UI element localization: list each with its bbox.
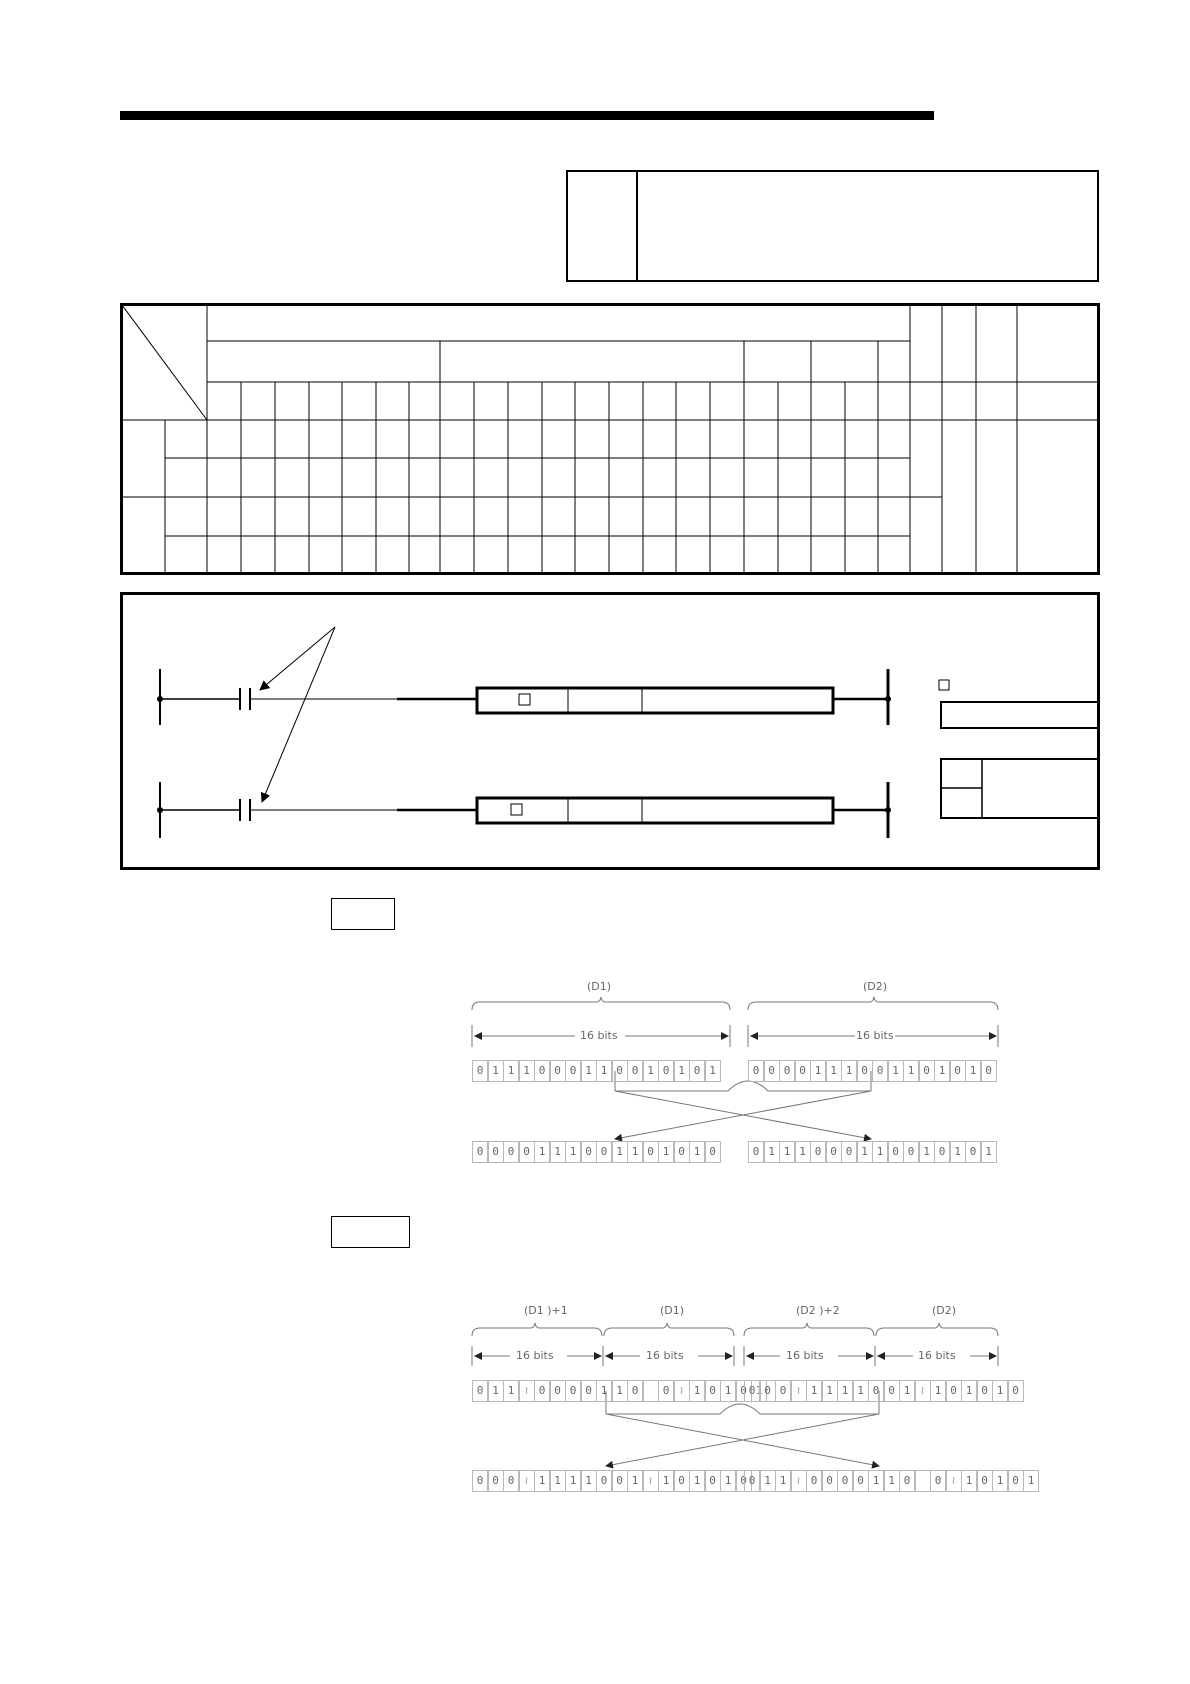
bit-cell: 1 xyxy=(822,1380,838,1402)
info-box-divider xyxy=(636,172,638,280)
bit-cell: 0 xyxy=(779,1060,795,1082)
bit-cell: 0 xyxy=(736,1380,752,1402)
bit-cell: 1 xyxy=(720,1380,736,1402)
bit-cell: 0 xyxy=(627,1380,643,1402)
bit-cell: 0 xyxy=(565,1060,581,1082)
swap16-label-d1: (D1) xyxy=(587,980,612,993)
bit-cell: 0 xyxy=(503,1470,519,1492)
bit-cell: 0 xyxy=(965,1141,981,1163)
bit-cell: 0 xyxy=(627,1060,643,1082)
bit-cell: 0 xyxy=(581,1380,597,1402)
bit-break: ≀ xyxy=(674,1380,690,1402)
swap32-diagram xyxy=(470,1298,1035,1518)
bit-cell: 1 xyxy=(488,1380,504,1402)
bit-cell: 0 xyxy=(884,1380,900,1402)
bit-cell: 0 xyxy=(981,1060,997,1082)
bit-cell: 0 xyxy=(744,1470,760,1492)
bit-cell: 1 xyxy=(992,1380,1008,1402)
bit-cell: 1 xyxy=(965,1060,981,1082)
bit-cell: 0 xyxy=(643,1141,659,1163)
bit-cell: 1 xyxy=(760,1470,776,1492)
bit-cell: 0 xyxy=(658,1380,674,1402)
bit-break: ≀ xyxy=(946,1470,962,1492)
bit-cell: 0 xyxy=(674,1470,690,1492)
bit-cell: 0 xyxy=(775,1380,791,1402)
bit-cell: 1 xyxy=(565,1141,581,1163)
bit-cell: 1 xyxy=(612,1141,628,1163)
device-table-grid xyxy=(120,303,1100,575)
swap32-width-1: 16 bits xyxy=(516,1349,554,1362)
bit-cell: 0 xyxy=(472,1141,488,1163)
swap16-width-left: 16 bits xyxy=(580,1029,618,1042)
bit-cell: 0 xyxy=(705,1380,721,1402)
bit-cell: 0 xyxy=(760,1380,776,1402)
bit-cell: 0 xyxy=(748,1060,764,1082)
bit-cell: 1 xyxy=(534,1470,550,1492)
swap32-width-4: 16 bits xyxy=(918,1349,956,1362)
bit-cell: 1 xyxy=(775,1470,791,1492)
bit-cell: 0 xyxy=(764,1060,780,1082)
bit-cell: 1 xyxy=(857,1141,873,1163)
bit-break: ≀ xyxy=(643,1470,659,1492)
bit-cell: 1 xyxy=(981,1141,997,1163)
bit-cell: 1 xyxy=(519,1060,535,1082)
bit-cell: 0 xyxy=(822,1470,838,1492)
bit-cell: 1 xyxy=(779,1141,795,1163)
bit-cell: 0 xyxy=(977,1380,993,1402)
bit-break: ≀ xyxy=(791,1470,807,1492)
bit-cell: 0 xyxy=(534,1060,550,1082)
bit-cell: 0 xyxy=(837,1470,853,1492)
bit-cell: 0 xyxy=(872,1060,888,1082)
bit-cell: 0 xyxy=(581,1141,597,1163)
bit-cell: 1 xyxy=(503,1060,519,1082)
bit-cell: 1 xyxy=(853,1380,869,1402)
bit-cell: 0 xyxy=(950,1060,966,1082)
bit-cell: 0 xyxy=(826,1141,842,1163)
swap16-label-d2: (D2) xyxy=(863,980,888,993)
bit-cell: 1 xyxy=(884,1470,900,1492)
bit-cell: 0 xyxy=(612,1060,628,1082)
bit-cell: 1 xyxy=(992,1470,1008,1492)
bit-cell: 1 xyxy=(899,1380,915,1402)
bit-break: ≀ xyxy=(519,1380,535,1402)
bit-cell: 0 xyxy=(596,1470,612,1492)
bit-cell: 0 xyxy=(903,1141,919,1163)
header-rule xyxy=(120,111,934,120)
swap32-label-d1: (D1) xyxy=(660,1304,685,1317)
bit-cell: 1 xyxy=(550,1141,566,1163)
bit-cell: 1 xyxy=(581,1470,597,1492)
bit-cell: 1 xyxy=(841,1060,857,1082)
bit-cell: 0 xyxy=(899,1470,915,1492)
bit-cell: 1 xyxy=(488,1060,504,1082)
bit-cell: 1 xyxy=(961,1470,977,1492)
bit-cell: 0 xyxy=(736,1470,752,1492)
bit-cell: 1 xyxy=(934,1060,950,1082)
bit-cell: 1 xyxy=(888,1060,904,1082)
bit-cell: 1 xyxy=(872,1141,888,1163)
bit-cell: 1 xyxy=(961,1380,977,1402)
bit-cell: 1 xyxy=(674,1060,690,1082)
bit-cell: 0 xyxy=(488,1470,504,1492)
swap32-label-d1-high: (D1 )+1 xyxy=(524,1304,568,1317)
swap32-label-d2: (D2) xyxy=(932,1304,957,1317)
bit-cell: 1 xyxy=(810,1060,826,1082)
ladder-diagram xyxy=(120,592,1100,870)
bit-cell: 1 xyxy=(565,1470,581,1492)
bit-cell: 1 xyxy=(689,1141,705,1163)
bit-cell: 0 xyxy=(806,1470,822,1492)
bit-cell: 1 xyxy=(764,1141,780,1163)
bit-cell: 1 xyxy=(643,1060,659,1082)
bit-cell: 0 xyxy=(705,1470,721,1492)
bit-cell: 0 xyxy=(550,1380,566,1402)
bit-cell: 1 xyxy=(705,1060,721,1082)
bit-cell: 0 xyxy=(674,1141,690,1163)
bit-cell: 1 xyxy=(612,1380,628,1402)
bit-cell: 0 xyxy=(705,1141,721,1163)
instruction-box-32bit xyxy=(331,1216,410,1248)
bit-cell: 1 xyxy=(534,1141,550,1163)
bit-break: ≀ xyxy=(519,1470,535,1492)
bit-cell: 0 xyxy=(519,1141,535,1163)
bit-cell: 0 xyxy=(1008,1470,1024,1492)
bit-cell: 0 xyxy=(612,1470,628,1492)
bit-break: ≀ xyxy=(915,1380,931,1402)
bit-cell: 1 xyxy=(627,1141,643,1163)
bit-cell: 1 xyxy=(919,1141,935,1163)
bit-cell: 1 xyxy=(1023,1470,1039,1492)
swap16-diagram xyxy=(470,975,1030,1195)
bit-cell: 0 xyxy=(853,1470,869,1492)
bit-cell: 0 xyxy=(503,1141,519,1163)
bit-cell: 1 xyxy=(720,1470,736,1492)
bit-cell: 0 xyxy=(596,1141,612,1163)
bit-cell: 0 xyxy=(810,1141,826,1163)
instruction-box-16bit xyxy=(331,898,395,930)
bit-cell: 1 xyxy=(903,1060,919,1082)
bit-cell: 0 xyxy=(472,1060,488,1082)
bit-cell: 1 xyxy=(689,1380,705,1402)
bit-cell: 0 xyxy=(888,1141,904,1163)
bit-cell: 0 xyxy=(930,1470,946,1492)
bit-cell: 0 xyxy=(748,1141,764,1163)
swap32-width-2: 16 bits xyxy=(646,1349,684,1362)
bit-cell: 0 xyxy=(934,1141,950,1163)
bit-cell: 1 xyxy=(596,1060,612,1082)
bit-cell: 0 xyxy=(857,1060,873,1082)
bit-cell: 0 xyxy=(946,1380,962,1402)
bit-break: ≀ xyxy=(791,1380,807,1402)
bit-cell: 1 xyxy=(627,1470,643,1492)
swap16-width-right: 16 bits xyxy=(856,1029,894,1042)
info-box xyxy=(566,170,1099,282)
bit-cell: 0 xyxy=(744,1380,760,1402)
bit-cell: 1 xyxy=(503,1380,519,1402)
swap32-label-d2-high: (D2 )+2 xyxy=(796,1304,840,1317)
bit-cell: 0 xyxy=(472,1380,488,1402)
bit-cell: 1 xyxy=(806,1380,822,1402)
bit-cell: 0 xyxy=(565,1380,581,1402)
bit-cell: 1 xyxy=(596,1380,612,1402)
bit-cell: 1 xyxy=(550,1470,566,1492)
bit-cell: 0 xyxy=(550,1060,566,1082)
bit-cell: 1 xyxy=(689,1470,705,1492)
bit-cell: 1 xyxy=(837,1380,853,1402)
bit-cell xyxy=(643,1380,659,1402)
bit-cell: 1 xyxy=(868,1470,884,1492)
bit-cell: 0 xyxy=(472,1470,488,1492)
swap32-width-3: 16 bits xyxy=(786,1349,824,1362)
bit-cell: 0 xyxy=(977,1470,993,1492)
bit-cell xyxy=(915,1470,931,1492)
bit-cell: 0 xyxy=(868,1380,884,1402)
bit-cell: 0 xyxy=(919,1060,935,1082)
bit-cell: 0 xyxy=(658,1060,674,1082)
bit-cell: 0 xyxy=(689,1060,705,1082)
bit-cell: 1 xyxy=(658,1141,674,1163)
ladder-box xyxy=(120,592,1100,870)
bit-cell: 1 xyxy=(751,1380,767,1402)
bit-cell: 1 xyxy=(930,1380,946,1402)
bit-cell: 0 xyxy=(795,1060,811,1082)
bit-cell: 0 xyxy=(488,1141,504,1163)
bit-cell: 1 xyxy=(950,1141,966,1163)
bit-cell: 1 xyxy=(795,1141,811,1163)
device-table xyxy=(120,303,1100,575)
bit-cell: 1 xyxy=(581,1060,597,1082)
bit-cell: 0 xyxy=(841,1141,857,1163)
bit-cell: 1 xyxy=(826,1060,842,1082)
bit-cell: 0 xyxy=(1008,1380,1024,1402)
bit-cell: 1 xyxy=(658,1470,674,1492)
bit-cell: 0 xyxy=(534,1380,550,1402)
